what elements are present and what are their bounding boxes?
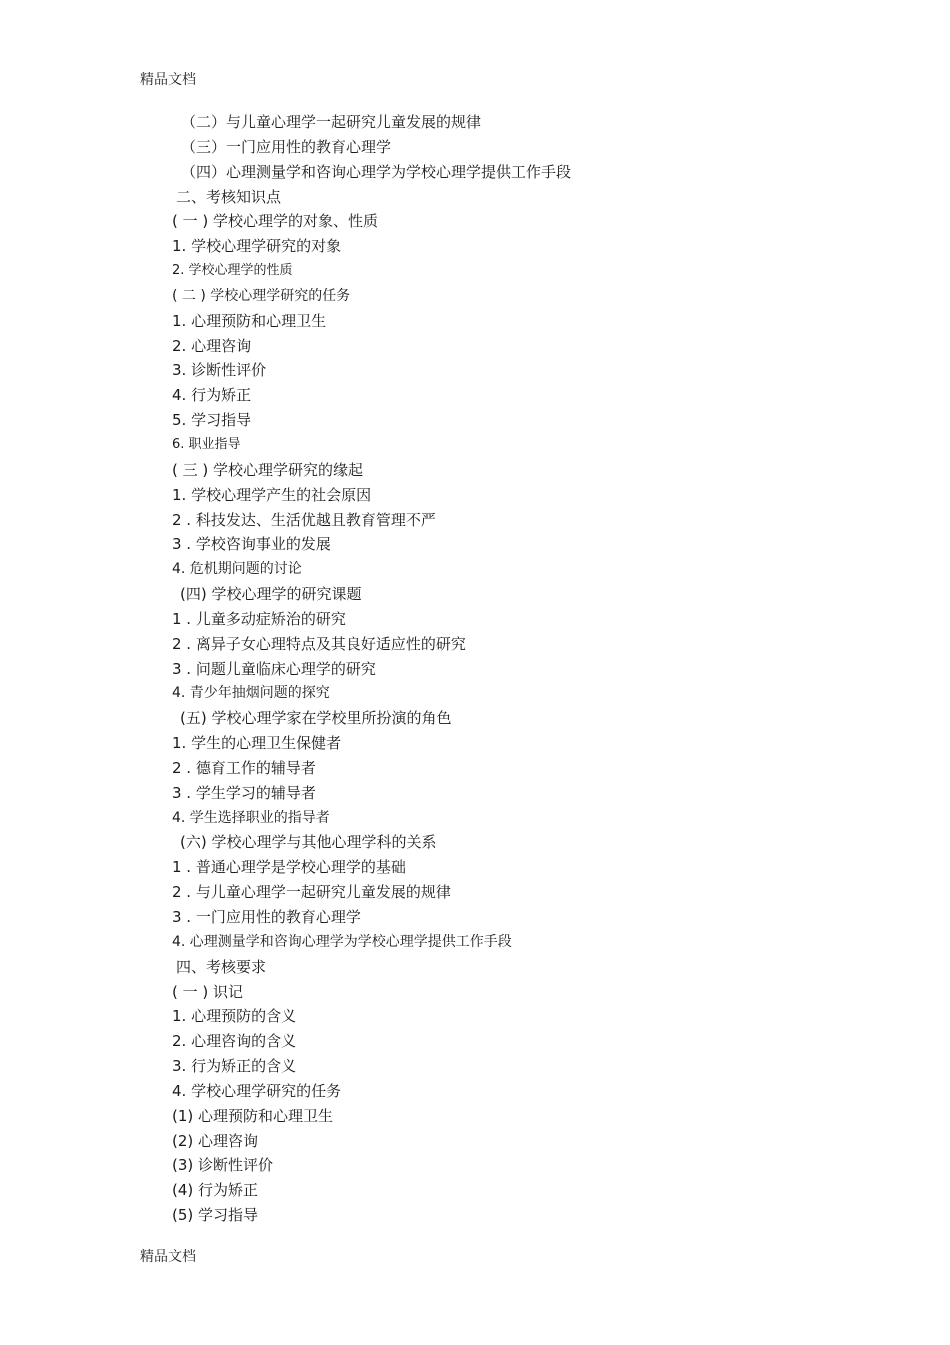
document-body (0, 110, 950, 1228)
text-line: 1. 学生的心理卫生保健者 (172, 734, 342, 753)
text-line: (3) 诊断性评价 (172, 1156, 274, 1175)
text-line: 3. 行为矫正的含义 (172, 1057, 297, 1076)
text-line: (六) 学校心理学与其他心理学科的关系 (180, 833, 437, 852)
text-line: ( 二 ) 学校心理学研究的任务 (172, 287, 351, 304)
text-line: ( 一 ) 学校心理学的对象、性质 (172, 212, 379, 231)
text-line: (2) 心理咨询 (172, 1131, 259, 1150)
text-line: 3 . 问题儿童临床心理学的研究 (172, 659, 376, 678)
text-line: 四、考核要求 (176, 957, 267, 976)
text-line: 2. 学校心理学的性质 (172, 263, 293, 279)
text-line: 2 . 德育工作的辅导者 (172, 758, 316, 777)
text-line: （三）一门应用性的教育心理学 (181, 137, 392, 156)
text-line: （二）与儿童心理学一起研究儿童发展的规律 (181, 113, 482, 131)
text-line: 1 . 儿童多动症矫治的研究 (172, 609, 346, 628)
text-line: 1. 学校心理学研究的对象 (172, 237, 342, 256)
text-line: 2 . 科技发达、生活优越且教育管理不严 (172, 510, 436, 529)
text-line: 1. 心理预防的含义 (172, 1007, 297, 1026)
page-header: 精品文档 (140, 72, 196, 88)
text-line: 1. 学校心理学产生的社会原因 (172, 485, 372, 504)
text-line: (五) 学校心理学家在学校里所扮演的角色 (180, 709, 452, 728)
text-line: 4. 青少年抽烟问题的探究 (172, 685, 330, 702)
text-line: (4) 行为矫正 (172, 1181, 259, 1200)
text-line: 2 . 离异子女心理特点及其良好适应性的研究 (172, 634, 466, 653)
text-line: 4. 心理测量学和咨询心理学为学校心理学提供工作手段 (172, 933, 512, 950)
text-line: 3. 诊断性评价 (172, 361, 267, 380)
text-line: 4. 危机期问题的讨论 (172, 561, 302, 578)
text-line: (5) 学习指导 (172, 1206, 259, 1225)
text-line: ( 三 ) 学校心理学研究的缘起 (172, 460, 364, 479)
text-line: (四) 学校心理学的研究课题 (180, 585, 362, 604)
text-line: 3 . 一门应用性的教育心理学 (172, 908, 361, 926)
text-line: 1. 心理预防和心理卫生 (172, 311, 327, 330)
page-footer: 精品文档 (140, 1249, 196, 1265)
text-line: 4. 学校心理学研究的任务 (172, 1081, 342, 1100)
text-line: 3 . 学生学习的辅导者 (172, 783, 316, 802)
text-line: 2. 心理咨询的含义 (172, 1032, 297, 1051)
text-line: 6. 职业指导 (172, 436, 241, 452)
text-line: (1) 心理预防和心理卫生 (172, 1106, 334, 1125)
text-line: 5. 学习指导 (172, 411, 252, 430)
text-line: 3 . 学校咨询事业的发展 (172, 535, 331, 554)
text-line: 2. 心理咨询 (172, 336, 252, 355)
text-line: 1 . 普通心理学是学校心理学的基础 (172, 858, 406, 877)
text-line: ( 一 ) 识记 (172, 982, 244, 1001)
text-line: （四）心理测量学和咨询心理学为学校心理学提供工作手段 (181, 162, 572, 181)
text-line: 4. 行为矫正 (172, 386, 252, 405)
text-line: 4. 学生选择职业的指导者 (172, 809, 330, 826)
text-line: 二、考核知识点 (176, 187, 282, 206)
text-line: 2 . 与儿童心理学一起研究儿童发展的规律 (172, 883, 451, 902)
